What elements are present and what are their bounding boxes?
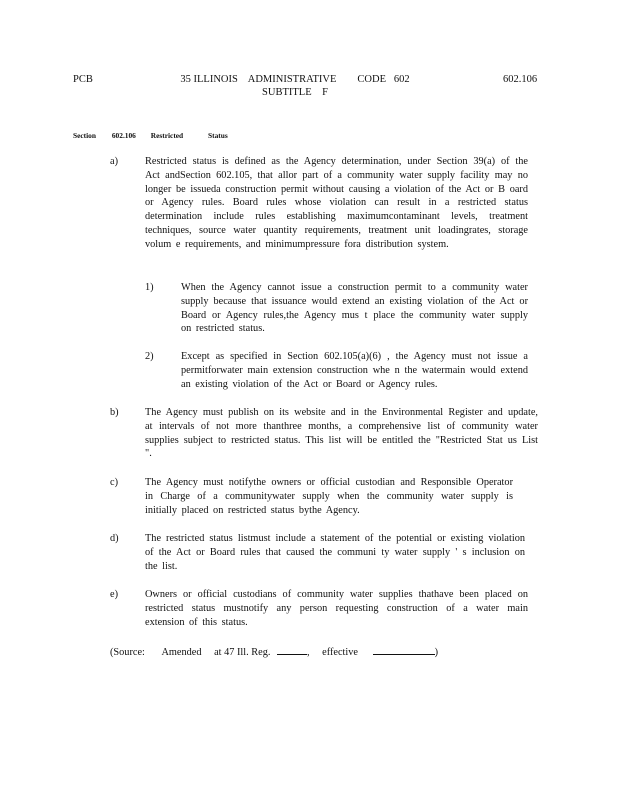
header-code-title bbox=[165, 73, 425, 99]
paragraph-e-label: e) bbox=[110, 589, 118, 600]
register-page-blank bbox=[277, 644, 307, 655]
paragraph-c-label: c) bbox=[110, 477, 118, 488]
subparagraph-a2-text: Except as specified in Section 602.105(a)(6) , the Agency must not issue a permitforwater main extension construction whe n the watermain would extend an existing violation of the Act or Board or Agency rules. bbox=[181, 351, 528, 390]
paragraph-d-label: d) bbox=[110, 533, 119, 544]
paragraph-a-text: Restricted status is defined as the Agency determination, under Section 39(a) of the Act andSection 602.105, that allor part of a community water supply facility may no longer be issueda construction permit without causing a violation of the Act or B oard or Agency rules. Board rules whose violation can result in a restricted status determination include rules establishing maximumcontaminant levels, treatment techniques, source water quantity requirements, treatment unit loadingrates, storage volum e requirements, and minimumpressure fora distribution system. bbox=[145, 156, 528, 250]
header-section-number: 602.106 bbox=[503, 74, 538, 85]
subparagraph-a1-text: When the Agency cannot issue a construction permit to a community water supply because that issuance would extend an existing violation of the Act or Board or Agency rules,the Agency mus t place the community water supply on restricted status. bbox=[181, 282, 528, 335]
subparagraph-a1-label: 1) bbox=[145, 282, 154, 293]
paragraph-a-label: a) bbox=[110, 156, 118, 167]
paragraph-b-label: b) bbox=[110, 407, 119, 418]
paragraph-c-text: The Agency must notifythe owners or official custodian and Responsible Operator in Charge of a communitywater supply when the community water supply is initially placed on restricted status bythe Agency. bbox=[145, 477, 513, 516]
subparagraph-a2-label: 2) bbox=[145, 351, 154, 362]
section-heading bbox=[73, 131, 228, 140]
paragraph-b-text: The Agency must publish on its website and in the Environmental Register and update, at intervals of not more thanthree months, a comprehensive list of community water supplies subject to restricted status. This list will be entitled the "Restricted Stat us List ". bbox=[145, 407, 538, 460]
header-subtitle: SUBTITLE F bbox=[262, 87, 328, 98]
header-agency: PCB bbox=[73, 74, 93, 85]
source-note: (Source: Amended at 47 Ill. Reg. , effective ) bbox=[110, 644, 438, 658]
effective-date-blank bbox=[373, 644, 435, 655]
source-amended: Amended bbox=[161, 647, 202, 658]
section-prefix: Section bbox=[73, 131, 96, 140]
paragraph-e-text: Owners or official custodians of community water supplies thathave been placed on restricted status mustnotify any person requesting construction of a water main extension of this status. bbox=[145, 589, 528, 628]
source-effective: effective bbox=[322, 647, 358, 658]
paragraph-d-text: The restricted status listmust include a statement of the potential or existing violation of the Act or Board rules that caused the communi ty water supply ' s inclusion on the list. bbox=[145, 533, 525, 572]
section-title-word1: Restricted bbox=[150, 131, 184, 140]
source-open: (Source: bbox=[110, 647, 145, 658]
source-register: at 47 Ill. Reg. bbox=[214, 647, 271, 658]
section-number: 602.106 bbox=[111, 131, 136, 140]
source-close: ) bbox=[434, 647, 438, 658]
section-title-word2: Status bbox=[208, 131, 228, 140]
header-code-line1: 35 ILLINOIS ADMINISTRATIVE CODE 602 bbox=[180, 74, 410, 85]
